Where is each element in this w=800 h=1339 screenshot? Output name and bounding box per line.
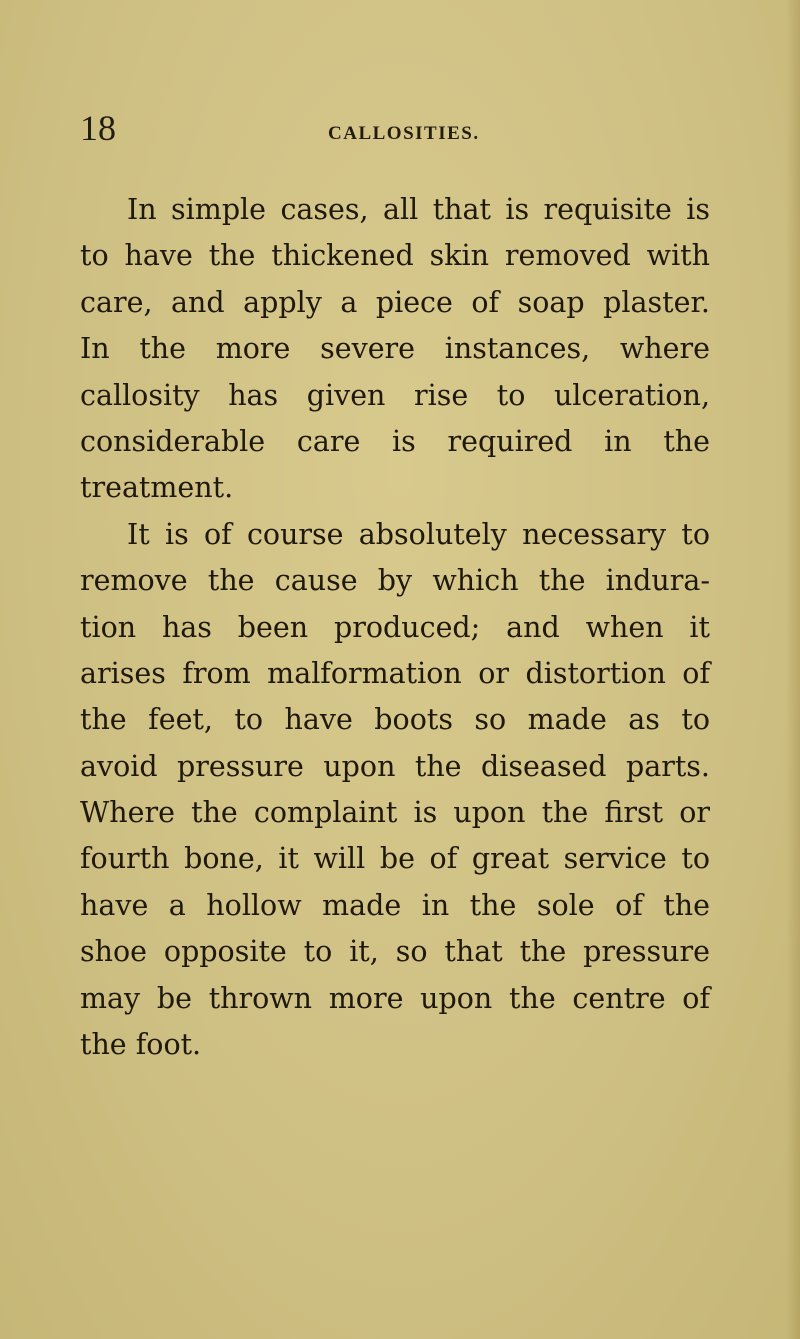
running-head: CALLOSITIES.: [328, 123, 480, 144]
paragraph-2: [80, 512, 710, 1069]
paragraph-1: [80, 187, 710, 512]
text-line: Where the complaint is upon the first or: [80, 796, 710, 830]
text-line: may be thrown more upon the centre of: [80, 981, 710, 1015]
page-number: 18: [80, 108, 116, 148]
text-line: shoe opposite to it, so that the pressure: [80, 935, 710, 969]
text-line: care, and apply a piece of soap plaster.: [80, 285, 710, 319]
text-line: It is of course absolutely necessary to: [127, 517, 710, 551]
text-line: the foot.: [80, 1028, 202, 1062]
text-line: to have the thickened skin removed with: [80, 239, 710, 273]
text-line: have a hollow made in the sole of the: [80, 888, 710, 922]
text-line: remove the cause by which the indura-: [80, 564, 710, 598]
page-edge-shadow: [786, 0, 800, 1339]
text-line: the feet, to have boots so made as to: [80, 703, 710, 737]
text-line: considerable care is required in the: [80, 424, 710, 458]
text-line: In the more severe instances, where: [80, 332, 710, 366]
text-line: avoid pressure upon the diseased parts.: [80, 749, 710, 783]
page-header: [80, 108, 680, 158]
text-line: treatment.: [80, 471, 234, 505]
text-line: In simple cases, all that is requisite is: [127, 193, 710, 226]
text-line: fourth bone, it will be of great service to: [80, 842, 710, 876]
text-line: callosity has given rise to ulceration,: [80, 378, 710, 412]
text-line: arises from malformation or distortion of: [80, 656, 710, 690]
text-line: tion has been produced; and when it: [80, 610, 710, 644]
body-text: [80, 187, 710, 1068]
